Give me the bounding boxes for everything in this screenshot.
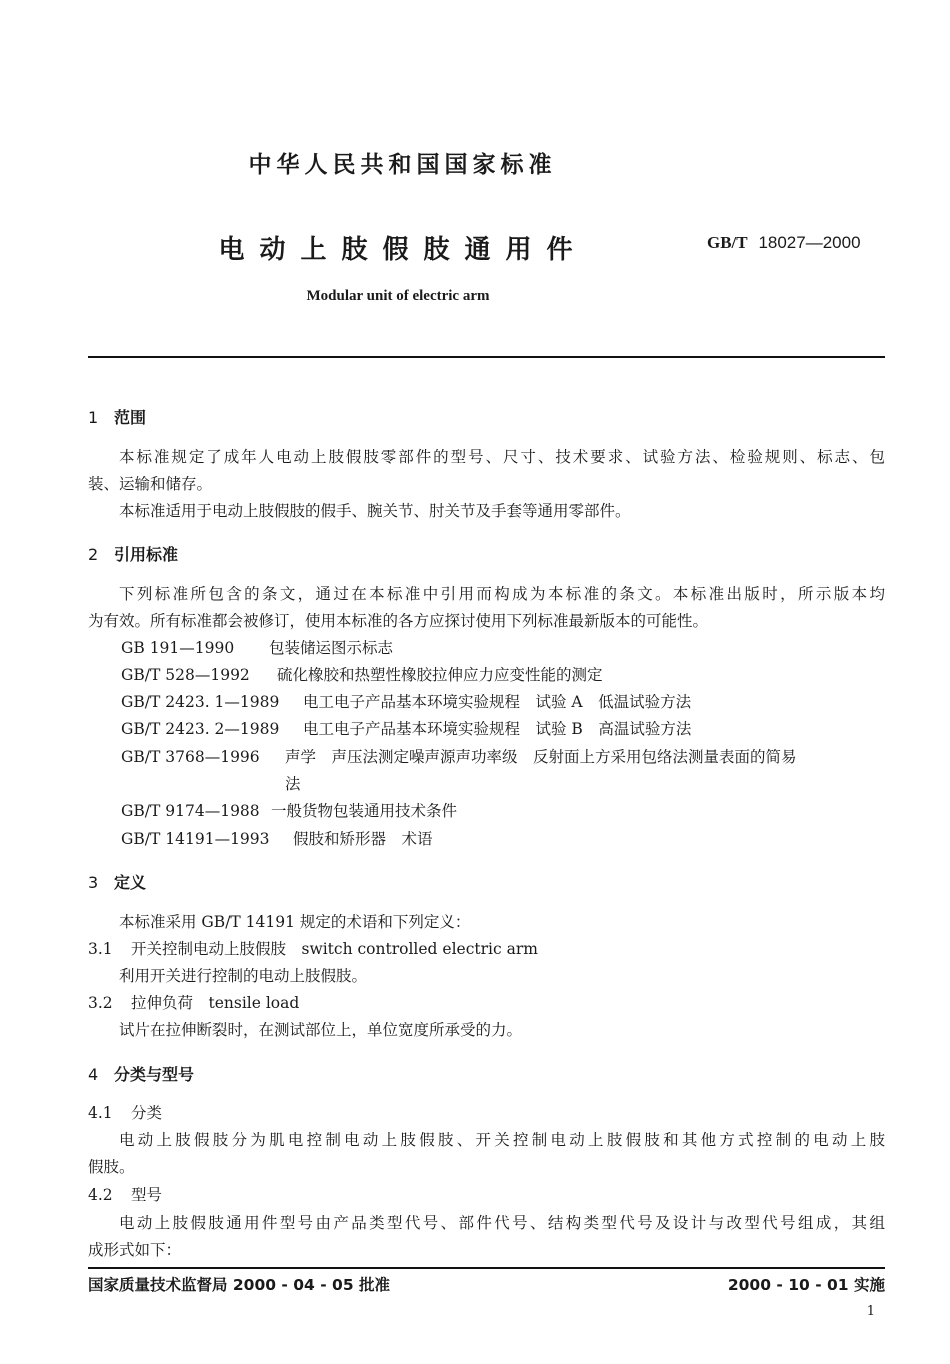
section-1-paragraph-2: 本标准适用于电动上肢假肢的假手、腕关节、肘关节及手套等通用零部件。	[119, 502, 631, 520]
section-3-heading: 3 定义	[88, 873, 147, 892]
english-subtitle: Modular unit of electric arm	[306, 288, 490, 304]
header-divider	[88, 356, 885, 358]
section-1-paragraph-1-line-1: 本标准规定了成年人电动上肢假肢零部件的型号、尺寸、技术要求、试验方法、检验规则、标志、包	[119, 448, 885, 466]
footer-divider	[88, 1267, 885, 1269]
section-2-heading: 2 引用标准	[88, 545, 179, 564]
document-title: 电动上肢假肢通用件	[218, 235, 588, 265]
subsection-4-2-line-1: 电动上肢假肢通用件型号由产品类型代号、部件代号、结构类型代号及设计与改型代号组成，其组	[119, 1214, 885, 1232]
definition-3-1-text: 利用开关进行控制的电动上肢假肢。	[119, 967, 368, 985]
definition-3-2-text: 试片在拉伸断裂时，在测试部位上，单位宽度所承受的力。	[119, 1021, 523, 1039]
standard-code: 18027—2000	[758, 233, 861, 252]
section-4-heading: 4 分类与型号	[88, 1065, 195, 1084]
reference-item: GB/T 2423. 2—1989 电工电子产品基本环境实验规程 试验 B 高温试验方法	[121, 720, 692, 738]
section-3-intro: 本标准采用 GB/T 14191 规定的术语和下列定义：	[119, 913, 471, 931]
standard-number	[707, 233, 861, 253]
section-2-paragraph-line-2: 为有效。所有标准都会被修订，使用本标准的各方应探讨使用下列标准最新版本的可能性。	[88, 612, 709, 630]
section-1-paragraph-1-line-2: 装、运输和储存。	[88, 475, 213, 493]
approval-date: 国家质量技术监督局 2000 - 04 - 05 批准	[88, 1276, 391, 1294]
subsection-4-2-heading: 4.2 型号	[88, 1186, 163, 1204]
reference-item: GB 191—1990 包装储运图示标志	[121, 639, 394, 657]
standard-prefix: GB/T	[707, 233, 748, 252]
section-1-heading: 1 范围	[88, 408, 147, 427]
subsection-4-1-heading: 4.1 分类	[88, 1104, 163, 1122]
definition-3-1-term: 3.1 开关控制电动上肢假肢 switch controlled electric arm	[88, 940, 538, 958]
reference-item: GB/T 3768—1996 声学 声压法测定噪声源声功率级 反射面上方采用包络法测量表面的简易	[121, 748, 797, 766]
national-standard-heading: 中华人民共和国国家标准	[248, 152, 557, 178]
reference-item: GB/T 2423. 1—1989 电工电子产品基本环境实验规程 试验 A 低温试验方法	[121, 693, 692, 711]
reference-item: GB/T 528—1992 硫化橡胶和热塑性橡胶拉伸应力应变性能的测定	[121, 666, 603, 684]
subsection-4-1-line-1: 电动上肢假肢分为肌电控制电动上肢假肢、开关控制电动上肢假肢和其他方式控制的电动上肢	[119, 1131, 885, 1149]
reference-item: GB/T 9174—1988 一般货物包装通用技术条件	[121, 802, 458, 820]
reference-item: GB/T 14191—1993 假肢和矫形器 术语	[121, 830, 433, 848]
definition-3-2-term: 3.2 拉伸负荷 tensile load	[88, 994, 300, 1012]
subsection-4-1-line-2: 假肢。	[88, 1158, 135, 1176]
page-number: 1	[866, 1304, 875, 1319]
implementation-date: 2000 - 10 - 01 实施	[727, 1276, 885, 1294]
subsection-4-2-line-2: 成形式如下：	[88, 1241, 182, 1259]
section-2-paragraph-line-1: 下列标准所包含的条文，通过在本标准中引用而构成为本标准的条文。本标准出版时，所示版本均	[119, 585, 885, 603]
reference-item-continuation: 法	[285, 775, 301, 793]
